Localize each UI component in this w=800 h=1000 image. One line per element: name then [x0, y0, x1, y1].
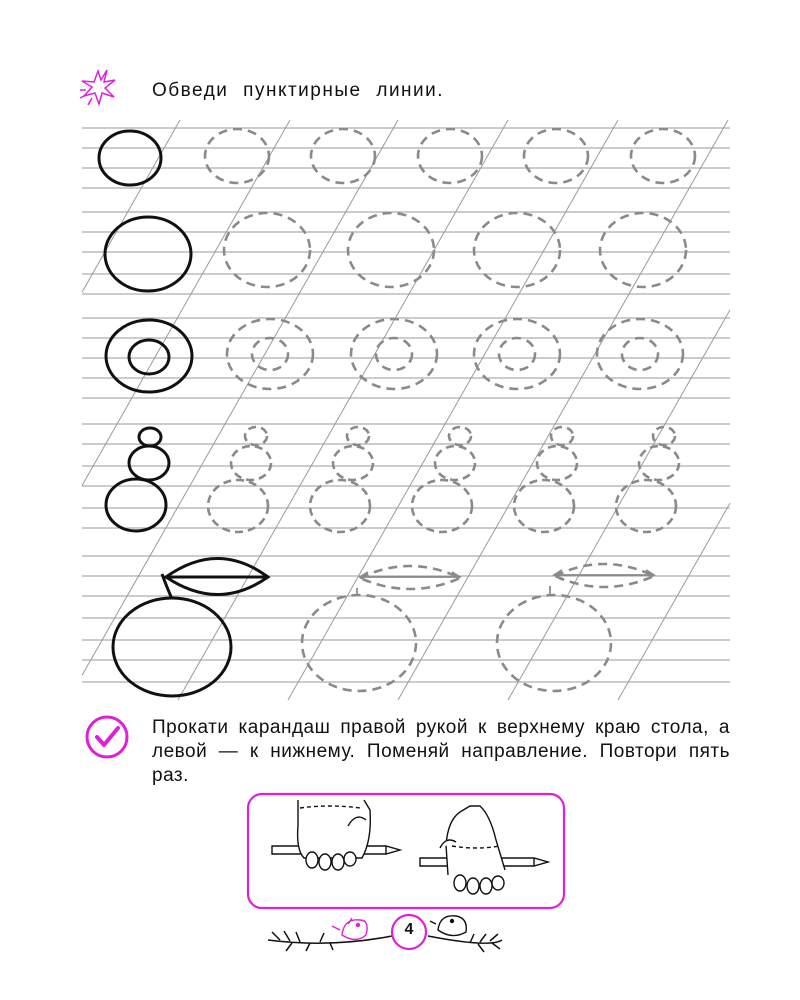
checkmark-circle-icon	[87, 717, 127, 757]
slant-line	[82, 120, 180, 292]
trace-circles-row-2[interactable]	[224, 213, 686, 287]
trace-circles-row-1[interactable]	[205, 129, 695, 183]
trace-snowmen-row-4[interactable]	[208, 427, 679, 532]
slant-line	[618, 503, 730, 700]
task-2-instruction: Прокати карандаш правой рукой к верхнему краю стола, а левой — к нижнему. Поменяй направление. Повтори пять раз.	[152, 717, 730, 786]
slant-lines	[82, 120, 730, 700]
slant-line	[288, 120, 618, 700]
page-number: 4	[404, 921, 414, 938]
sample-circle-small	[99, 131, 161, 185]
sample-concentric-circles	[106, 320, 192, 392]
branch-decoration-left	[268, 931, 392, 951]
branch-decoration-right	[428, 934, 502, 952]
trace-leaf-arrows	[357, 570, 654, 596]
slant-line	[398, 120, 728, 700]
hand-pencil-illustration-right	[420, 806, 548, 894]
slant-line	[508, 310, 730, 700]
sample-circle-large	[105, 217, 191, 291]
star-burst-icon	[80, 70, 115, 105]
bird-icon	[430, 916, 466, 936]
sample-snowman	[106, 428, 169, 531]
slant-line	[178, 120, 508, 700]
bird-icon	[332, 918, 367, 940]
hand-pencil-illustration-left	[272, 800, 400, 870]
task-1-instruction: Обведи пунктирные линии.	[152, 80, 445, 101]
